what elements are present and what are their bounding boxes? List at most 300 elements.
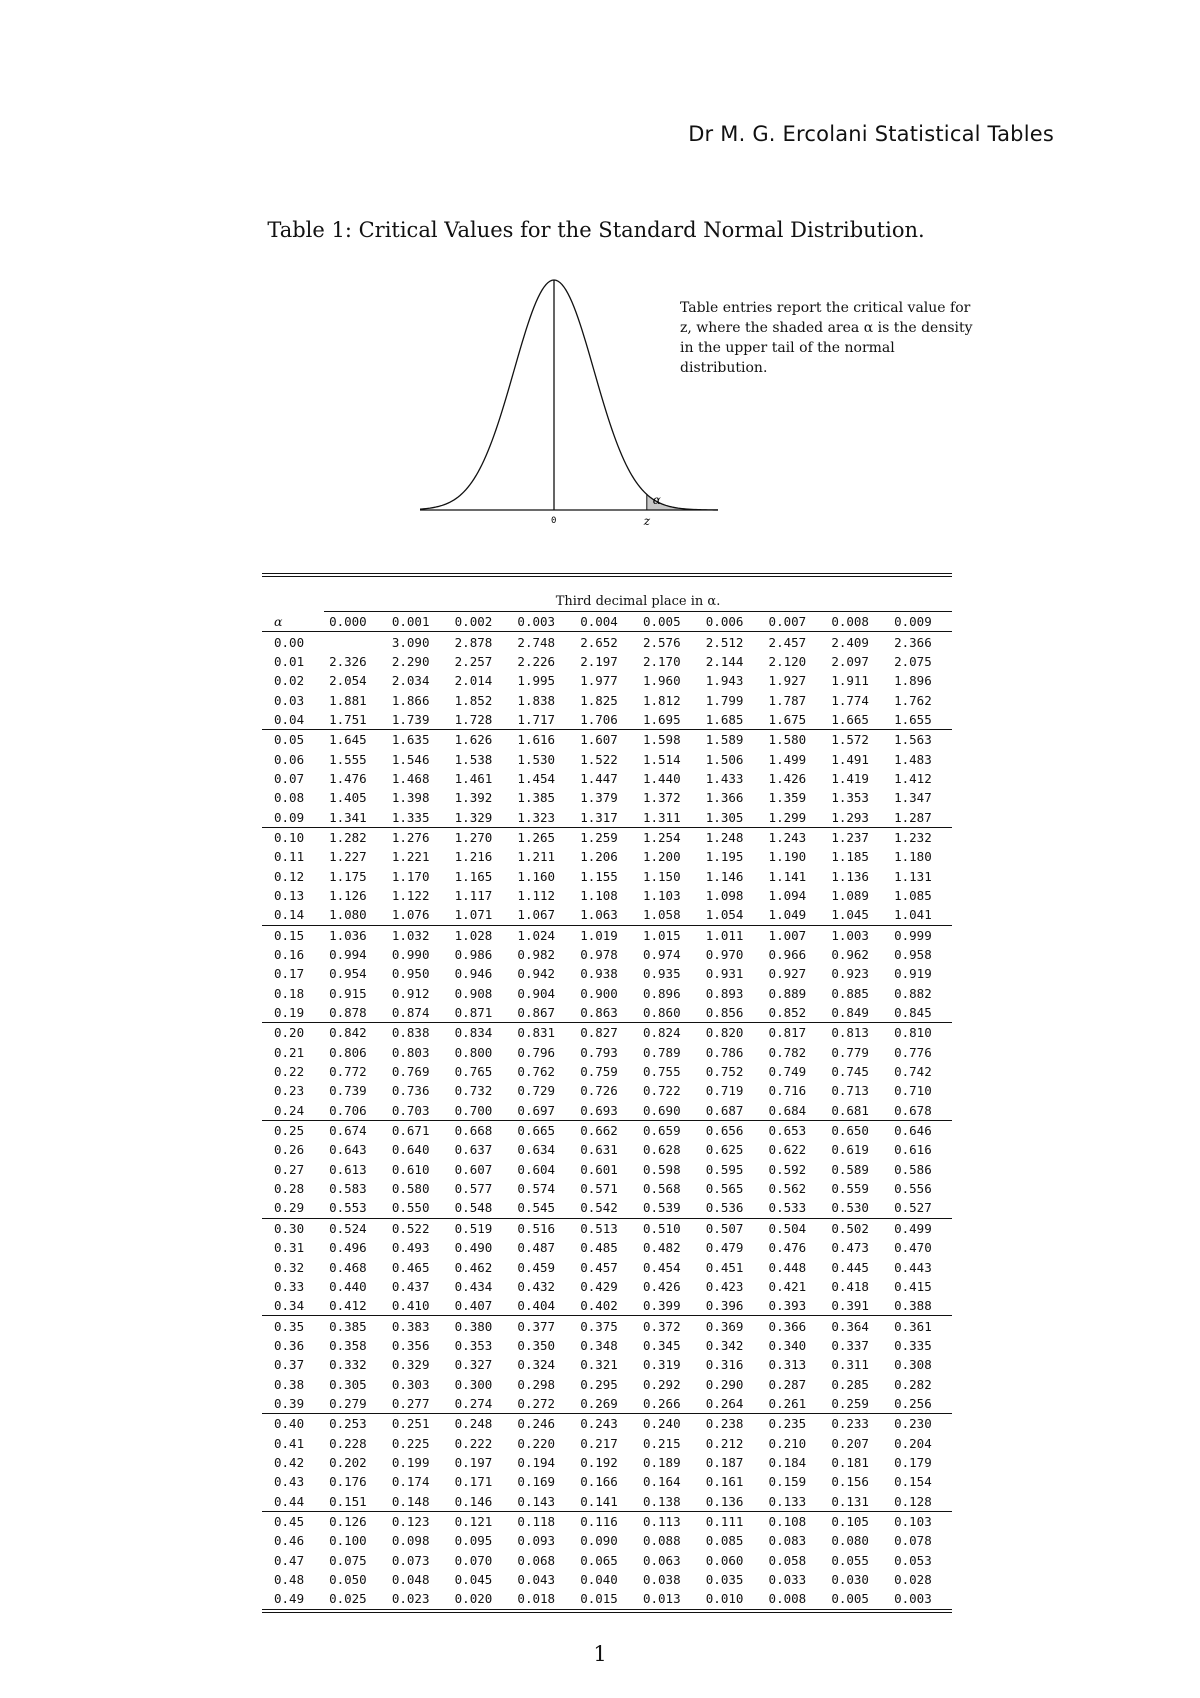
table-cell: 0.950 <box>391 966 430 982</box>
table-cell: 0.391 <box>831 1298 869 1314</box>
table-cell: 1.645 <box>324 730 387 750</box>
table-cell: 0.871 <box>454 1005 493 1021</box>
table-cell: 0.238 <box>701 1414 764 1434</box>
table-cell: 1.491 <box>831 751 869 767</box>
table-cell: 0.796 <box>517 1044 556 1060</box>
z-tick-label: z <box>643 514 651 528</box>
table-cell: 0.457 <box>580 1259 618 1275</box>
alpha-row-label: 0.08 <box>274 790 305 806</box>
table-cell: 1.211 <box>517 849 556 865</box>
table-cell: 0.295 <box>580 1376 618 1392</box>
table-cell: 1.058 <box>642 907 681 923</box>
table-cell: 1.254 <box>638 827 701 847</box>
table-cell: 1.232 <box>889 827 952 847</box>
table-cell: 1.131 <box>894 868 932 884</box>
table-cell: 0.380 <box>450 1316 513 1336</box>
table-cell: 0.161 <box>705 1474 744 1490</box>
table-cell: 0.121 <box>450 1511 513 1531</box>
column-header: 0.001 <box>387 612 450 632</box>
table-cell: 0.372 <box>638 1316 701 1336</box>
table-cell: 0.240 <box>638 1414 701 1434</box>
table-cell: 0.053 <box>894 1552 932 1568</box>
table-cell: 0.604 <box>517 1161 556 1177</box>
table-cell: 1.706 <box>580 711 618 727</box>
table-row <box>262 1316 952 1336</box>
table-cell: 0.212 <box>705 1435 744 1451</box>
table-cell: 0.335 <box>894 1337 932 1353</box>
table-cell: 0.697 <box>517 1102 556 1118</box>
table-cell: 0.687 <box>705 1102 744 1118</box>
table-row <box>262 1179 952 1198</box>
table-cell: 0.490 <box>454 1240 493 1256</box>
table-cell: 1.323 <box>517 809 556 825</box>
alpha-row-label: 0.25 <box>262 1120 324 1140</box>
table-cell: 0.350 <box>517 1337 556 1353</box>
table-cell: 0.187 <box>705 1454 744 1470</box>
table-cell: 0.927 <box>768 966 807 982</box>
table-cell: 0.643 <box>329 1142 367 1158</box>
table-cell: 0.068 <box>517 1552 556 1568</box>
alpha-row-label: 0.10 <box>262 827 324 847</box>
table-title-text: Table 1: Critical Values for the Standard Normal Distribution. <box>267 218 925 242</box>
table-cell: 1.221 <box>391 849 430 865</box>
alpha-row-label: 0.06 <box>274 751 305 767</box>
table-row <box>262 710 952 730</box>
table-cell: 2.290 <box>391 653 430 669</box>
table-cell: 0.434 <box>454 1278 493 1294</box>
table-cell: 0.634 <box>517 1142 556 1158</box>
table-cell: 0.131 <box>831 1493 869 1509</box>
table-cell: 1.117 <box>454 887 493 903</box>
table-cell: 0.266 <box>642 1395 681 1411</box>
table-cell: 1.243 <box>764 827 827 847</box>
table-cell: 0.388 <box>894 1298 932 1314</box>
table-cell: 0.545 <box>517 1200 556 1216</box>
table-cell: 0.678 <box>894 1102 932 1118</box>
table-cell: 0.290 <box>705 1376 744 1392</box>
table-cell: 1.195 <box>705 849 744 865</box>
table-cell: 1.538 <box>454 751 493 767</box>
table-cell: 1.419 <box>831 770 869 786</box>
table-cell: 1.071 <box>454 907 493 923</box>
table-cell: 0.345 <box>642 1337 681 1353</box>
table-cell: 1.311 <box>642 809 681 825</box>
table-cell: 0.225 <box>391 1435 430 1451</box>
table-cell: 1.146 <box>705 868 744 884</box>
table-cell: 0.548 <box>454 1200 493 1216</box>
alpha-row-label: 0.17 <box>274 966 305 982</box>
zero-tick-label: 0 <box>551 516 557 526</box>
table-cell: 0.462 <box>454 1259 493 1275</box>
table-cell: 0.151 <box>329 1493 367 1509</box>
table-cell: 1.353 <box>831 790 869 806</box>
table-cell: 0.217 <box>580 1435 618 1451</box>
table-cell: 0.043 <box>517 1572 556 1588</box>
table-body <box>262 632 952 1611</box>
table-cell: 0.684 <box>768 1102 807 1118</box>
table-cell: 0.622 <box>768 1142 807 1158</box>
table-cell: 0.259 <box>831 1395 869 1411</box>
table-cell: 0.598 <box>642 1161 681 1177</box>
table-cell: 0.610 <box>391 1161 430 1177</box>
table-cell: 0.329 <box>391 1357 430 1373</box>
table-cell: 0.786 <box>705 1044 744 1060</box>
table-cell: 1.155 <box>580 868 618 884</box>
table-cell: 1.341 <box>329 809 367 825</box>
table-cell: 0.765 <box>454 1064 493 1080</box>
alpha-row-label: 0.07 <box>274 770 305 786</box>
table-cell: 0.253 <box>324 1414 387 1434</box>
table-cell: 0.470 <box>894 1240 932 1256</box>
table-cell: 1.024 <box>512 925 575 945</box>
table-cell: 1.305 <box>705 809 744 825</box>
table-row <box>262 1062 952 1081</box>
table-cell: 1.943 <box>705 673 744 689</box>
table-cell: 0.369 <box>701 1316 764 1336</box>
table-cell: 1.019 <box>575 925 638 945</box>
table-cell: 0.625 <box>705 1142 744 1158</box>
table-cell: 0.592 <box>768 1161 807 1177</box>
table-cell: 1.774 <box>831 692 869 708</box>
column-header: 0.008 <box>826 612 889 632</box>
table-cell: 0.136 <box>705 1493 744 1509</box>
table-cell: 0.935 <box>642 966 681 982</box>
table-cell: 0.539 <box>642 1200 681 1216</box>
table-cell <box>324 632 387 652</box>
table-cell: 1.054 <box>705 907 744 923</box>
table-cell: 0.671 <box>387 1120 450 1140</box>
table-cell: 0.656 <box>701 1120 764 1140</box>
table-cell: 0.385 <box>324 1316 387 1336</box>
table-row <box>262 1589 952 1610</box>
table-cell: 1.440 <box>642 770 681 786</box>
table-cell: 0.348 <box>580 1337 618 1353</box>
table-cell: 0.246 <box>512 1414 575 1434</box>
table-cell: 0.668 <box>450 1120 513 1140</box>
table-cell: 0.703 <box>391 1102 430 1118</box>
table-cell: 1.626 <box>450 730 513 750</box>
table-cell: 1.665 <box>831 711 869 727</box>
column-header: 0.007 <box>764 612 827 632</box>
table-cell: 0.863 <box>580 1005 618 1021</box>
table-cell: 0.220 <box>517 1435 556 1451</box>
table-cell: 0.986 <box>454 947 493 963</box>
table-cell: 0.900 <box>580 985 618 1001</box>
table-cell: 0.878 <box>329 1005 367 1021</box>
table-cell: 1.838 <box>517 692 556 708</box>
table-cell: 0.637 <box>454 1142 493 1158</box>
table-row <box>262 1394 952 1414</box>
table-cell: 0.098 <box>391 1533 430 1549</box>
table-cell: 0.418 <box>831 1278 869 1294</box>
table-cell: 0.574 <box>517 1181 556 1197</box>
table-cell: 2.652 <box>580 634 618 650</box>
table-cell: 1.076 <box>391 907 430 923</box>
table-cell: 0.586 <box>894 1161 932 1177</box>
table-cell: 1.011 <box>701 925 764 945</box>
table-cell: 0.860 <box>642 1005 681 1021</box>
table-cell: 0.445 <box>831 1259 869 1275</box>
table-cell: 0.194 <box>517 1454 556 1470</box>
table-cell: 0.896 <box>642 985 681 1001</box>
table-cell: 0.782 <box>768 1044 807 1060</box>
table-cell: 0.113 <box>638 1511 701 1531</box>
alpha-row-label: 0.49 <box>274 1591 305 1607</box>
table-cell: 0.817 <box>764 1023 827 1043</box>
table-cell: 1.067 <box>517 907 556 923</box>
table-cell: 0.739 <box>329 1083 367 1099</box>
table-cell: 1.589 <box>701 730 764 750</box>
table-cell: 0.159 <box>768 1474 807 1490</box>
table-cell: 0.353 <box>454 1337 493 1353</box>
table-cell: 0.319 <box>642 1357 681 1373</box>
table-cell: 0.482 <box>642 1240 681 1256</box>
table-title <box>0 218 1200 242</box>
table-cell: 0.111 <box>701 1511 764 1531</box>
table-cell: 0.279 <box>329 1395 367 1411</box>
table-cell: 0.994 <box>329 947 367 963</box>
table-cell: 2.197 <box>580 653 618 669</box>
table-cell: 0.752 <box>705 1064 744 1080</box>
table-cell: 1.347 <box>894 790 932 806</box>
table-cell: 0.093 <box>517 1533 556 1549</box>
table-cell: 0.018 <box>517 1591 556 1607</box>
table-cell: 0.020 <box>454 1591 493 1607</box>
table-cell: 1.461 <box>454 770 493 786</box>
table-cell: 0.646 <box>889 1120 952 1140</box>
table-cell: 3.090 <box>391 634 430 650</box>
alpha-row-label: 0.40 <box>262 1414 324 1434</box>
table-cell: 0.485 <box>580 1240 618 1256</box>
table-cell: 1.995 <box>517 673 556 689</box>
table-cell: 0.856 <box>705 1005 744 1021</box>
table-cell: 1.476 <box>329 770 367 786</box>
table-cell: 0.849 <box>831 1005 869 1021</box>
column-header: 0.000 <box>324 612 387 632</box>
table-cell: 0.915 <box>329 985 367 1001</box>
table-cell: 0.083 <box>768 1533 807 1549</box>
table-cell: 0.202 <box>329 1454 367 1470</box>
table-cell: 0.889 <box>768 985 807 1001</box>
table-cell: 1.122 <box>391 887 430 903</box>
table-cell: 0.192 <box>580 1454 618 1470</box>
alpha-row-label: 0.15 <box>262 925 324 945</box>
column-header-row <box>262 612 952 632</box>
table-cell: 1.206 <box>580 849 618 865</box>
table-cell: 1.175 <box>329 868 367 884</box>
table-cell: 1.028 <box>450 925 513 945</box>
table-cell: 0.118 <box>512 1511 575 1531</box>
table-cell: 0.810 <box>889 1023 952 1043</box>
table-cell: 0.726 <box>580 1083 618 1099</box>
table-cell: 0.556 <box>894 1181 932 1197</box>
table-cell: 1.112 <box>517 887 556 903</box>
table-cell: 0.126 <box>324 1511 387 1531</box>
table-cell: 0.108 <box>764 1511 827 1531</box>
table-cell: 0.550 <box>391 1200 430 1216</box>
table-cell: 0.197 <box>454 1454 493 1470</box>
alpha-row-label: 0.47 <box>274 1552 305 1568</box>
table-cell: 0.516 <box>512 1218 575 1238</box>
table-cell: 1.160 <box>517 868 556 884</box>
table-row <box>262 925 952 945</box>
table-cell: 1.007 <box>764 925 827 945</box>
table-cell: 1.150 <box>642 868 681 884</box>
table-cell: 1.282 <box>324 827 387 847</box>
table-cell: 0.189 <box>642 1454 681 1470</box>
alpha-row-label: 0.38 <box>274 1376 305 1392</box>
table-cell: 0.923 <box>831 966 869 982</box>
table-cell: 0.571 <box>580 1181 618 1197</box>
table-cell: 0.800 <box>454 1044 493 1060</box>
table-cell: 2.576 <box>642 634 681 650</box>
table-cell: 0.311 <box>831 1357 869 1373</box>
table-cell: 0.942 <box>517 966 556 982</box>
table-cell: 0.874 <box>391 1005 430 1021</box>
table-cell: 0.513 <box>575 1218 638 1238</box>
table-cell: 0.713 <box>831 1083 869 1099</box>
table-cell: 0.803 <box>391 1044 430 1060</box>
table-cell: 1.555 <box>329 751 367 767</box>
table-cell: 0.383 <box>387 1316 450 1336</box>
table-cell: 0.919 <box>894 966 932 982</box>
table-cell: 0.776 <box>894 1044 932 1060</box>
table-cell: 0.292 <box>642 1376 681 1392</box>
alpha-row-label: 0.04 <box>274 711 305 727</box>
table-row <box>262 1043 952 1062</box>
table-cell: 1.881 <box>329 692 367 708</box>
table-cell: 0.772 <box>329 1064 367 1080</box>
table-cell: 0.282 <box>894 1376 932 1392</box>
table-cell: 2.748 <box>517 634 556 650</box>
table-cell: 0.493 <box>391 1240 430 1256</box>
table-cell: 1.751 <box>329 711 367 727</box>
table-row <box>262 827 952 847</box>
table-cell: 0.243 <box>575 1414 638 1434</box>
table-cell: 1.616 <box>512 730 575 750</box>
table-cell: 0.607 <box>454 1161 493 1177</box>
table-cell: 0.974 <box>642 947 681 963</box>
alpha-row-label: 0.11 <box>274 849 305 865</box>
table-cell: 0.745 <box>831 1064 869 1080</box>
table-cell: 0.005 <box>831 1591 869 1607</box>
table-cell: 0.040 <box>580 1572 618 1588</box>
table-cell: 0.375 <box>575 1316 638 1336</box>
table-cell: 0.235 <box>764 1414 827 1434</box>
table-cell: 0.429 <box>580 1278 618 1294</box>
table-cell: 1.165 <box>454 868 493 884</box>
table-cell: 0.176 <box>329 1474 367 1490</box>
table-row <box>262 984 952 1003</box>
table-cell: 0.287 <box>768 1376 807 1392</box>
table-cell: 0.038 <box>642 1572 681 1588</box>
table-cell: 1.227 <box>329 849 367 865</box>
table-cell: 0.759 <box>580 1064 618 1080</box>
table-row <box>262 1120 952 1140</box>
table-cell: 2.326 <box>329 653 367 669</box>
table-cell: 2.226 <box>517 653 556 669</box>
table-cell: 0.324 <box>517 1357 556 1373</box>
table-cell: 1.635 <box>387 730 450 750</box>
table-cell: 1.063 <box>580 907 618 923</box>
table-cell: 0.510 <box>638 1218 701 1238</box>
table-cell: 2.512 <box>705 634 744 650</box>
table-cell: 0.908 <box>454 985 493 1001</box>
table-row <box>262 1453 952 1472</box>
table-cell: 1.522 <box>580 751 618 767</box>
table-cell: 0.459 <box>517 1259 556 1275</box>
alpha-row-label: 0.21 <box>274 1044 305 1060</box>
table-cell: 1.695 <box>642 711 681 727</box>
table-cell: 0.133 <box>768 1493 807 1509</box>
table-cell: 0.095 <box>454 1533 493 1549</box>
table-cell: 0.700 <box>454 1102 493 1118</box>
table-cell: 0.340 <box>768 1337 807 1353</box>
table-cell: 0.342 <box>705 1337 744 1353</box>
table-cell: 0.502 <box>826 1218 889 1238</box>
table-cell: 0.719 <box>705 1083 744 1099</box>
table-cell: 0.536 <box>705 1200 744 1216</box>
table-cell: 0.313 <box>768 1357 807 1373</box>
table-cell: 0.078 <box>894 1533 932 1549</box>
table-row <box>262 1198 952 1218</box>
table-cell: 1.293 <box>831 809 869 825</box>
table-cell: 0.013 <box>642 1591 681 1607</box>
table-cell: 0.789 <box>642 1044 681 1060</box>
table-cell: 0.938 <box>580 966 618 982</box>
table-cell: 0.321 <box>580 1357 618 1373</box>
table-cell: 1.032 <box>387 925 450 945</box>
table-cell: 1.499 <box>768 751 807 767</box>
table-row <box>262 1511 952 1531</box>
table-cell: 0.377 <box>512 1316 575 1336</box>
table-cell: 2.257 <box>454 653 493 669</box>
table-cell: 0.364 <box>826 1316 889 1336</box>
table-cell: 0.230 <box>889 1414 952 1434</box>
table-cell: 0.100 <box>329 1533 367 1549</box>
table-cell: 0.662 <box>575 1120 638 1140</box>
table-cell: 0.423 <box>705 1278 744 1294</box>
table-cell: 0.982 <box>517 947 556 963</box>
alpha-row-label: 0.39 <box>274 1395 305 1411</box>
table-cell: 0.251 <box>387 1414 450 1434</box>
table-cell: 0.440 <box>329 1278 367 1294</box>
table-cell: 0.527 <box>894 1200 932 1216</box>
alpha-row-label: 0.24 <box>274 1102 305 1118</box>
table-row <box>262 1160 952 1179</box>
table-cell: 0.075 <box>329 1552 367 1568</box>
table-row <box>262 690 952 709</box>
table-cell: 0.128 <box>894 1493 932 1509</box>
table-cell: 0.399 <box>642 1298 681 1314</box>
table-cell: 2.075 <box>894 653 932 669</box>
column-header: 0.004 <box>575 612 638 632</box>
table-cell: 0.256 <box>894 1395 932 1411</box>
table-cell: 0.028 <box>894 1572 932 1588</box>
column-header: 0.005 <box>638 612 701 632</box>
table-cell: 1.580 <box>764 730 827 750</box>
table-cell: 0.946 <box>454 966 493 982</box>
alpha-row-label: 0.42 <box>274 1454 305 1470</box>
table-cell: 0.184 <box>768 1454 807 1470</box>
table-cell: 1.003 <box>826 925 889 945</box>
table-cell: 0.499 <box>889 1218 952 1238</box>
table-cell: 0.327 <box>454 1357 493 1373</box>
alpha-row-label: 0.33 <box>274 1278 305 1294</box>
table-cell: 0.507 <box>701 1218 764 1238</box>
table-cell: 1.098 <box>705 887 744 903</box>
table-cell: 1.270 <box>450 827 513 847</box>
